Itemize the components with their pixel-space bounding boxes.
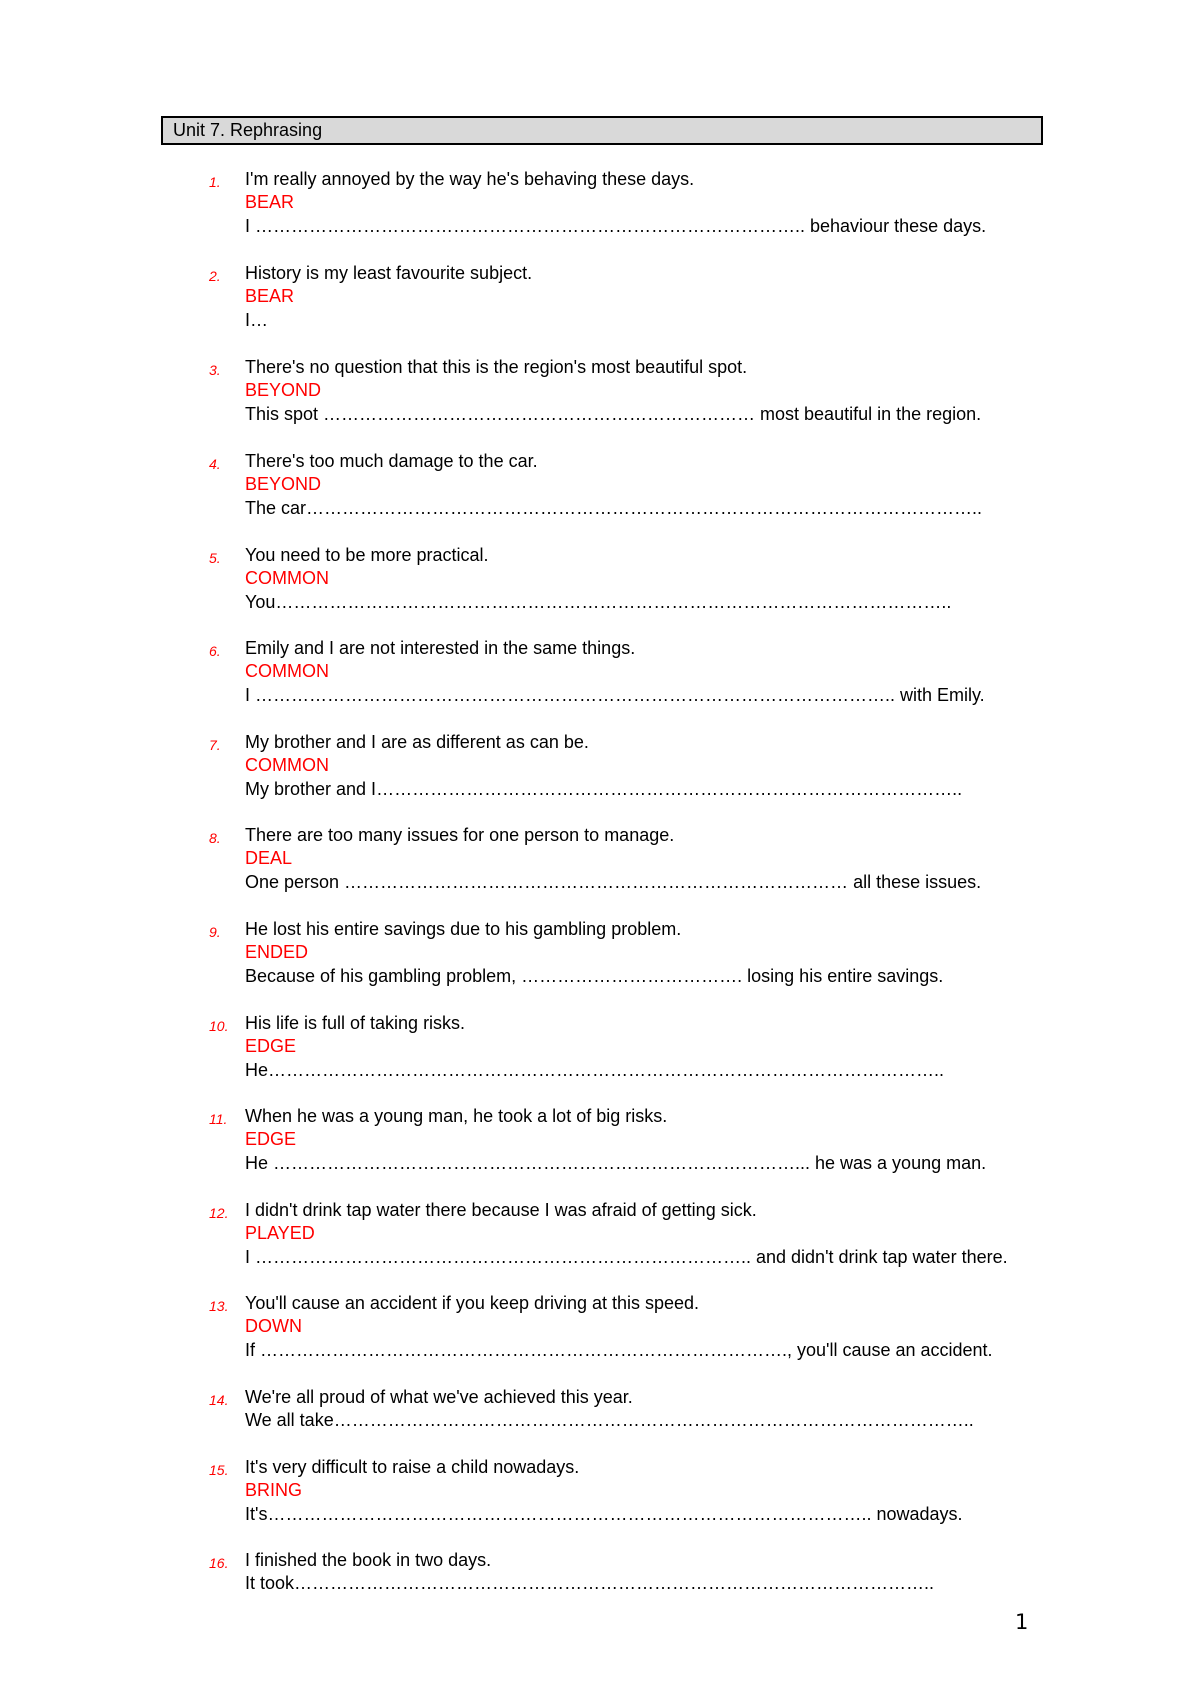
exercise-item-8 xyxy=(209,824,1069,894)
item-number: 13. xyxy=(209,1298,229,1314)
exercise-item-11 xyxy=(209,1105,1069,1175)
item-number: 3. xyxy=(209,362,221,378)
exercise-item-3 xyxy=(209,356,1069,426)
rephrase-prompt: This spot ……………………………………………………………… most beautiful in the region. xyxy=(245,403,982,424)
item-number: 11. xyxy=(209,1111,228,1127)
keyword: COMMON xyxy=(245,661,329,682)
item-number: 5. xyxy=(209,550,221,566)
keyword: COMMON xyxy=(245,755,329,776)
rephrase-prompt: It's……………………………………………………………………………………….. nowadays. xyxy=(245,1503,963,1524)
exercise-item-5 xyxy=(209,544,1069,614)
rephrase-prompt: I ……………………………………………………………………….. and didn't drink tap water there. xyxy=(245,1246,1008,1267)
rephrase-prompt: You………………………………………………………………………………………………….. xyxy=(245,591,952,612)
rephrase-prompt: My brother and I…………………………………………………………………………………….. xyxy=(245,778,963,799)
original-sentence: It's very difficult to raise a child nowadays. xyxy=(245,1457,580,1477)
original-sentence: He lost his entire savings due to his gambling problem. xyxy=(245,919,682,939)
keyword: PLAYED xyxy=(245,1223,315,1244)
rephrase-prompt: It took…………………………………………………………………………………………….. xyxy=(245,1573,935,1594)
item-number: 9. xyxy=(209,924,221,940)
keyword: BEAR xyxy=(245,286,295,307)
item-number: 7. xyxy=(209,737,221,753)
item-number: 14. xyxy=(209,1392,229,1408)
keyword: DEAL xyxy=(245,848,293,869)
original-sentence: You'll cause an accident if you keep driving at this speed. xyxy=(245,1293,700,1313)
item-number: 4. xyxy=(209,456,221,472)
rephrase-prompt: The car………………………………………………………………………………………………….. xyxy=(245,497,983,518)
exercise-item-16 xyxy=(209,1549,1069,1596)
exercise-item-15 xyxy=(209,1456,1069,1526)
exercise-item-10 xyxy=(209,1012,1069,1082)
original-sentence: I finished the book in two days. xyxy=(245,1550,492,1570)
keyword: DOWN xyxy=(245,1316,302,1337)
original-sentence: I'm really annoyed by the way he's behaving these days. xyxy=(245,169,695,189)
exercise-item-2 xyxy=(209,262,1069,332)
original-sentence: I didn't drink tap water there because I was afraid of getting sick. xyxy=(245,1200,757,1220)
unit-title: Unit 7. Rephrasing xyxy=(161,116,1043,145)
original-sentence: His life is full of taking risks. xyxy=(245,1013,466,1033)
keyword: BEAR xyxy=(245,192,295,213)
keyword: ENDED xyxy=(245,942,309,963)
rephrase-prompt: I …………………………………………………………………………………………….. with Emily. xyxy=(245,684,985,705)
original-sentence: There are too many issues for one person to manage. xyxy=(245,825,675,845)
original-sentence: There's no question that this is the region's most beautiful spot. xyxy=(245,357,748,377)
rephrase-prompt: If ……………………………………………………………………………., you'll cause an accident. xyxy=(245,1339,993,1360)
keyword: EDGE xyxy=(245,1129,297,1150)
rephrase-prompt: He ……………………………………………………………………………... he was a young man. xyxy=(245,1152,987,1173)
original-sentence: History is my least favourite subject. xyxy=(245,263,533,283)
item-number: 15. xyxy=(209,1462,229,1478)
keyword: BRING xyxy=(245,1480,303,1501)
original-sentence: Emily and I are not interested in the same things. xyxy=(245,638,636,658)
item-number: 1. xyxy=(209,174,221,190)
rephrase-prompt: We all take…………………………………………………………………………………………….. xyxy=(245,1410,974,1431)
item-number: 10. xyxy=(209,1018,229,1034)
exercise-item-13 xyxy=(209,1292,1069,1362)
rephrase-prompt: Because of his gambling problem, ………………………………. losing his entire savings. xyxy=(245,965,944,986)
item-number: 8. xyxy=(209,830,221,846)
rephrase-prompt: One person ………………………………………………………………………… all these issues. xyxy=(245,871,982,892)
original-sentence: We're all proud of what we've achieved this year. xyxy=(245,1387,633,1407)
keyword: EDGE xyxy=(245,1036,297,1057)
original-sentence: When he was a young man, he took a lot of big risks. xyxy=(245,1106,668,1126)
item-number: 12. xyxy=(209,1205,229,1221)
original-sentence: My brother and I are as different as can be. xyxy=(245,732,589,752)
keyword: COMMON xyxy=(245,568,329,589)
exercise-item-14 xyxy=(209,1386,1069,1433)
exercise-item-12 xyxy=(209,1199,1069,1269)
exercise-item-7 xyxy=(209,731,1069,801)
rephrase-prompt: I… xyxy=(245,309,269,330)
keyword: BEYOND xyxy=(245,380,322,401)
original-sentence: You need to be more practical. xyxy=(245,545,489,565)
exercise-item-1 xyxy=(209,168,1069,238)
exercise-item-4 xyxy=(209,450,1069,520)
original-sentence: There's too much damage to the car. xyxy=(245,451,538,471)
item-number: 6. xyxy=(209,643,221,659)
exercise-item-6 xyxy=(209,637,1069,707)
page-number: 1 xyxy=(1015,1610,1029,1634)
item-number: 16. xyxy=(209,1555,229,1571)
rephrase-prompt: I ……………………………………………………………………………….. behaviour these days. xyxy=(245,215,987,236)
exercise-item-9 xyxy=(209,918,1069,988)
item-number: 2. xyxy=(209,268,221,284)
keyword: BEYOND xyxy=(245,474,322,495)
rephrase-prompt: He………………………………………………………………………………………………….. xyxy=(245,1059,945,1080)
